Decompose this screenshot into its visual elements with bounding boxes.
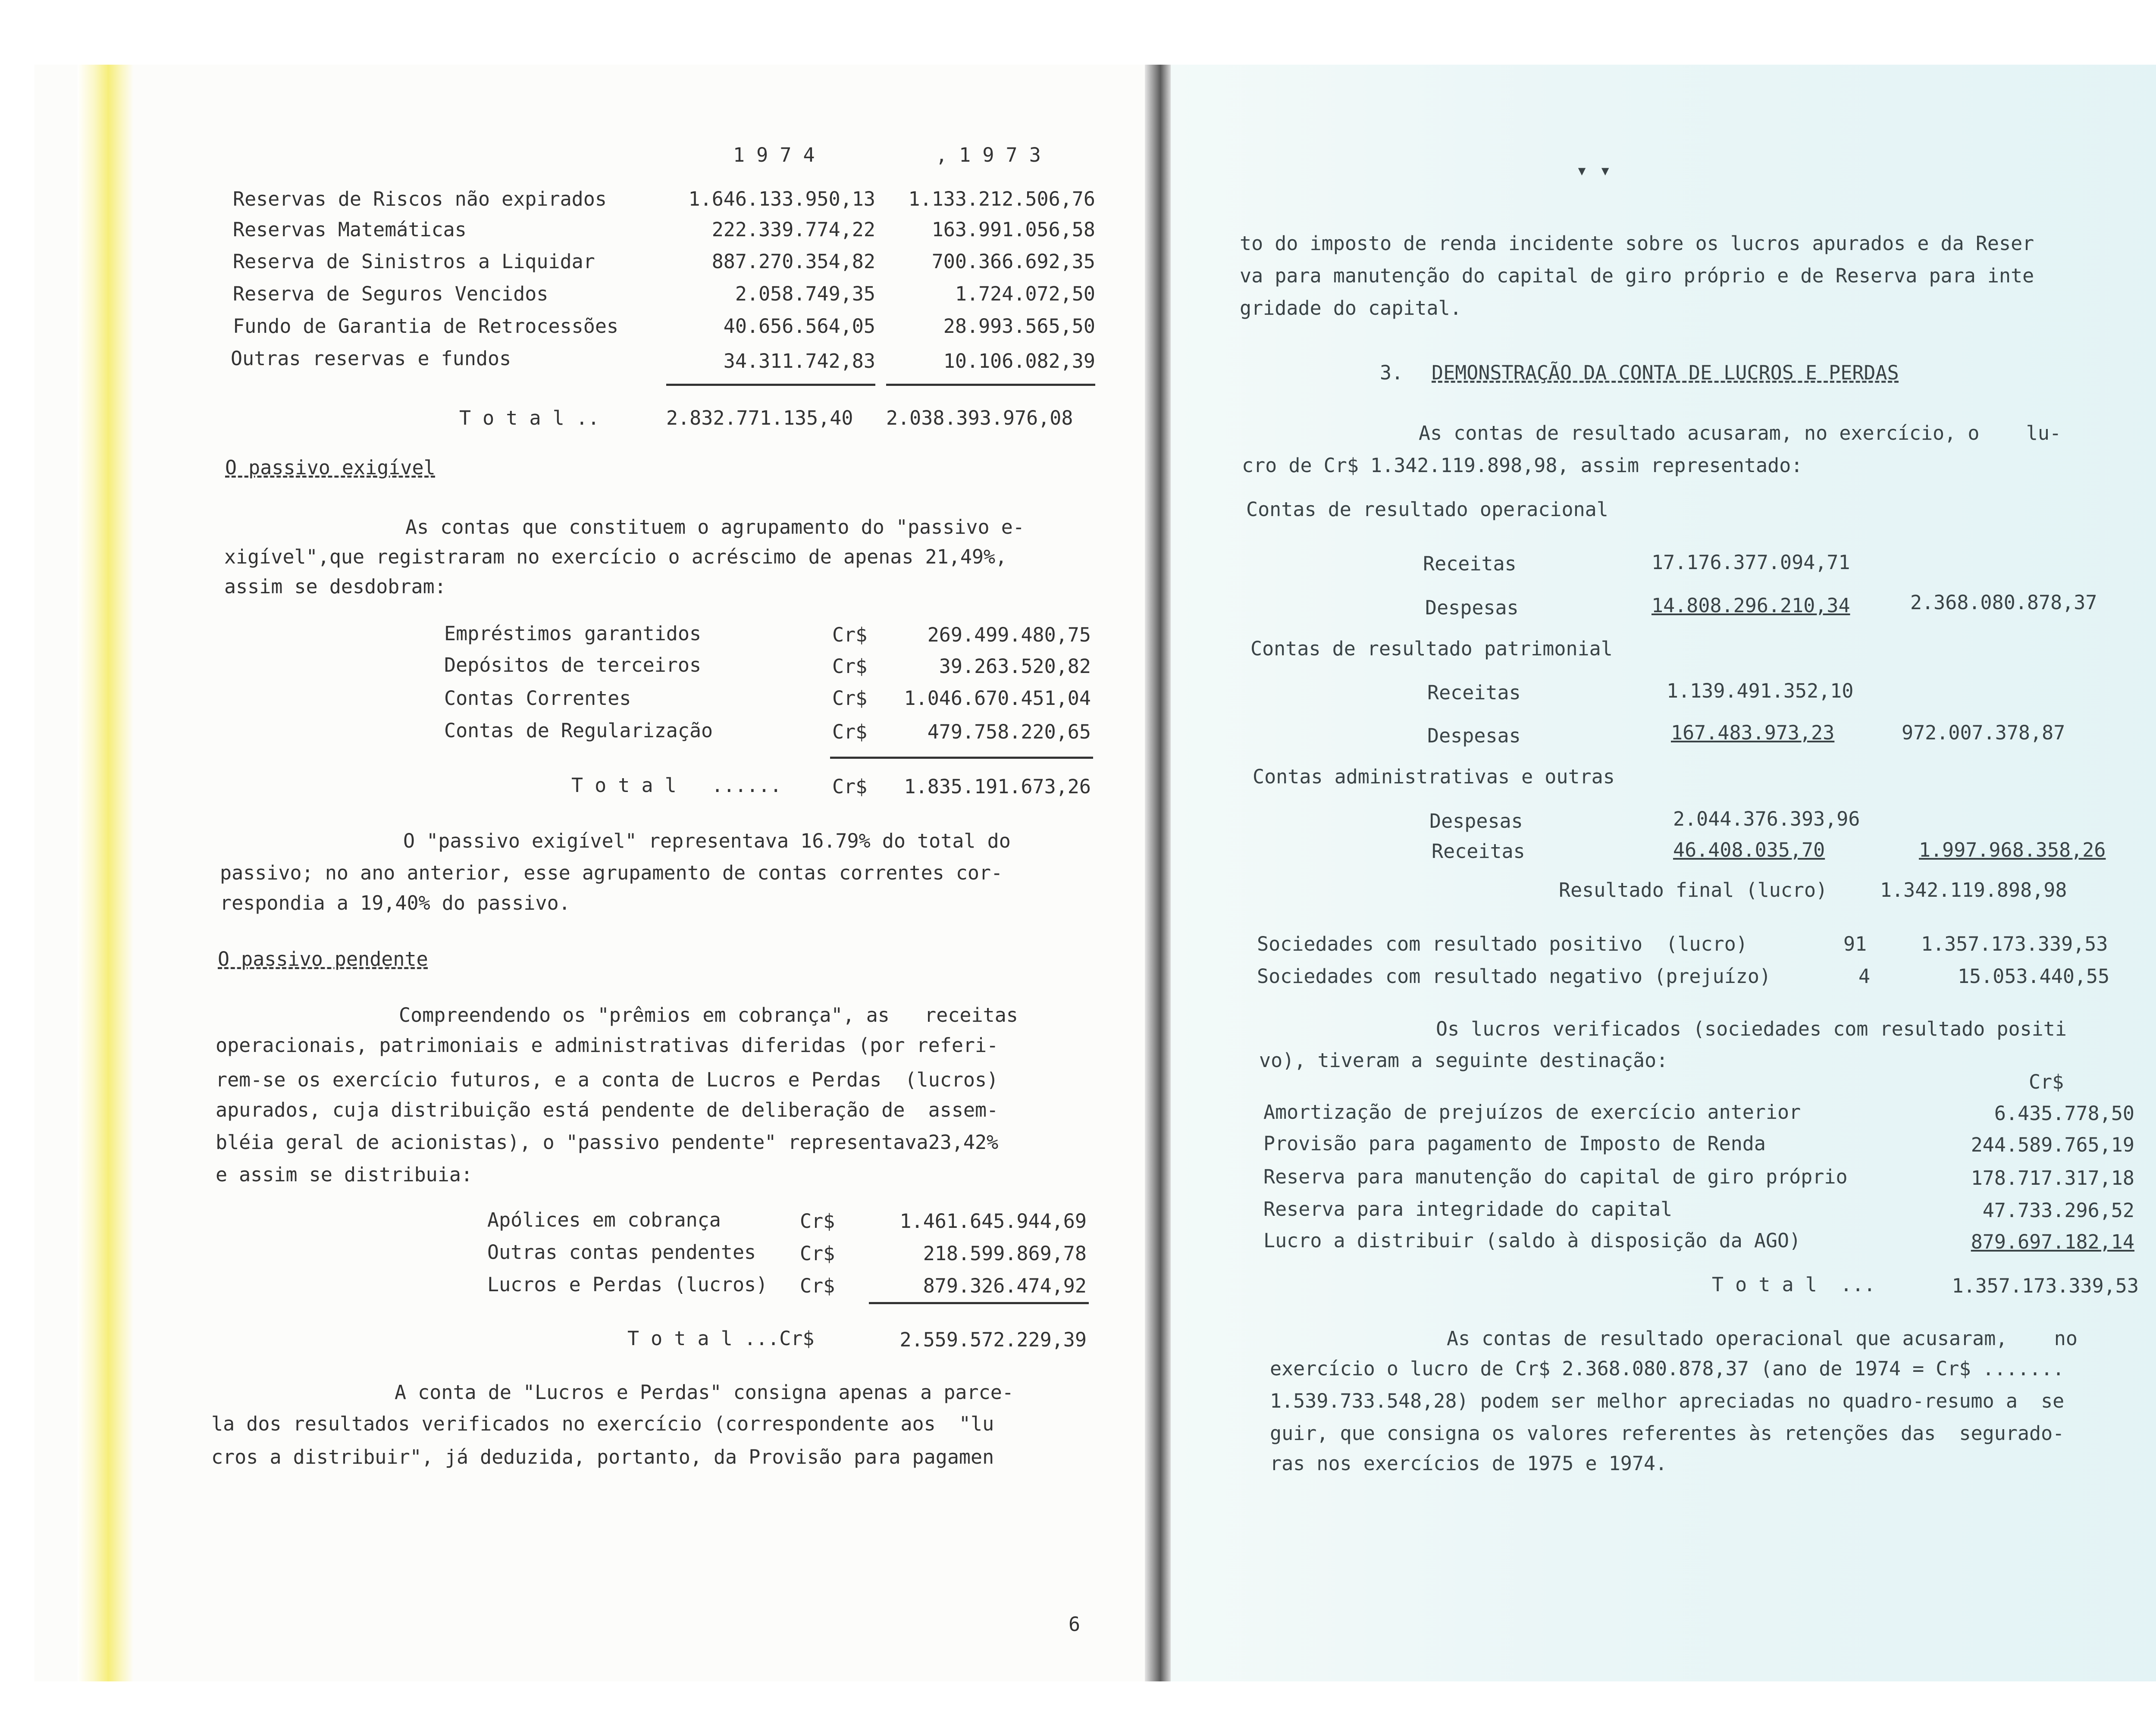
reserve-1974: 222.339.774,22 [711, 218, 875, 241]
group-row-label: Receitas [1432, 840, 1525, 863]
destination-label: Reserva para integridade do capital [1263, 1198, 1673, 1221]
exigivel-total-value: 1.835.191.673,26 [904, 775, 1091, 798]
destination-label: Lucro a distribuir (saldo à disposição da AGO) [1263, 1229, 1801, 1252]
exigivel-item-value: 1.046.670.451,04 [904, 687, 1091, 710]
group-row-value: 17.176.377.094,71 [1651, 551, 1850, 574]
paragraph-line: la dos resultados verificados no exercício (correspondente aos "lu [211, 1412, 994, 1435]
passivo-exigivel-heading: O passivo exigível [225, 456, 436, 479]
group-row-label: Despesas [1427, 724, 1521, 747]
company-label: Sociedades com resultado positivo (lucro) [1257, 933, 1748, 955]
pendente-item-label: Outras contas pendentes [487, 1241, 756, 1264]
group-row-label: Receitas [1423, 552, 1517, 575]
reserve-label: Reservas Matemáticas [233, 218, 467, 241]
reserve-1973: 1.133.212.506,76 [908, 188, 1095, 210]
paragraph-line: guir, que consigna os valores referentes às retenções das segurado- [1270, 1422, 2065, 1445]
pendente-item-value: 218.599.869,78 [923, 1242, 1087, 1265]
reserve-1973: 10.106.082,39 [943, 350, 1095, 372]
paragraph-line: A conta de "Lucros e Perdas" consigna apenas a parce- [395, 1381, 1014, 1404]
left-page-edge [78, 65, 134, 1681]
group-row-label: Despesas [1425, 596, 1519, 619]
reserves-total-1974: 2.832.771.135,40 [666, 407, 853, 429]
exigivel-total-currency: Cr$ [832, 775, 868, 798]
paragraph-line: As contas que constituem o agrupamento do "passivo e- [405, 516, 1025, 538]
group-result: 2.368.080.878,37 [1910, 591, 2097, 614]
exigivel-item-label: Contas de Regularização [444, 719, 713, 742]
total-rule [869, 1302, 1089, 1304]
exigivel-item-label: Contas Correntes [444, 687, 631, 710]
reserve-1974: 40.656.564,05 [723, 315, 875, 338]
company-value: 15.053.440,55 [1958, 965, 2110, 988]
company-count: 4 [1858, 965, 1871, 988]
exigivel-item-currency: Cr$ [832, 623, 868, 646]
company-count: 91 [1843, 933, 1867, 955]
total-rule [666, 384, 875, 386]
group-title: Contas de resultado operacional [1246, 498, 1608, 521]
reserve-label: Reservas de Riscos não expirados [233, 188, 607, 210]
pendente-item-label: Lucros e Perdas (lucros) [487, 1273, 768, 1296]
paragraph-line: As contas de resultado acusaram, no exercício, o lu- [1419, 422, 2062, 444]
exigivel-total-label: T o t a l ...... [571, 774, 782, 797]
reserve-label: Outras reservas e fundos [231, 347, 511, 370]
exigivel-item-value: 39.263.520,82 [939, 655, 1091, 678]
reserve-1973: 28.993.565,50 [943, 315, 1095, 338]
year-1974-header: 1 9 7 4 [733, 144, 815, 166]
destination-label: Reserva para manutenção do capital de giro próprio [1263, 1165, 1848, 1188]
reserve-label: Reserva de Seguros Vencidos [233, 282, 548, 305]
paragraph-line: gridade do capital. [1240, 297, 1462, 319]
reserve-1974: 1.646.133.950,13 [688, 188, 875, 210]
reserves-total-label: T o t a l .. [459, 407, 600, 429]
paragraph-line: Compreendendo os "prêmios em cobrança", as receitas [399, 1004, 1018, 1027]
group-row-value: 167.483.973,23 [1671, 721, 1835, 744]
paragraph-line: vo), tiveram a seguinte destinação: [1259, 1049, 1668, 1072]
destination-label: Provisão para pagamento de Imposto de Renda [1263, 1132, 1766, 1155]
total-rule [830, 757, 1093, 759]
paragraph-line: 1.539.733.548,28) podem ser melhor apreciadas no quadro-resumo a se [1270, 1390, 2065, 1412]
paragraph-line: bléia geral de acionistas), o "passivo pendente" representava23,42% [216, 1131, 999, 1154]
exigivel-item-value: 479.758.220,65 [927, 720, 1091, 743]
paragraph-line: ras nos exercícios de 1975 e 1974. [1270, 1452, 1667, 1475]
exigivel-item-label: Depósitos de terceiros [444, 654, 702, 676]
paragraph-line: O "passivo exigível" representava 16.79% do total do [403, 829, 1011, 852]
passivo-pendente-heading: O passivo pendente [218, 948, 428, 970]
final-result-value: 1.342.119.898,98 [1880, 879, 2067, 901]
section-title: DEMONSTRAÇÃO DA CONTA DE LUCROS E PERDAS [1432, 361, 1899, 384]
paragraph-line: As contas de resultado operacional que acusaram, no [1447, 1327, 2078, 1350]
paragraph-line: exercício o lucro de Cr$ 2.368.080.878,37 (ano de 1974 = Cr$ ....... [1270, 1357, 2065, 1380]
pendente-item-label: Apólices em cobrança [487, 1208, 721, 1231]
exigivel-item-currency: Cr$ [832, 720, 868, 743]
destination-value: 244.589.765,19 [1971, 1133, 2134, 1156]
paragraph-line: respondia a 19,40% do passivo. [220, 892, 570, 914]
paragraph-line: apurados, cuja distribuição está pendente de deliberação de assem- [216, 1099, 999, 1121]
group-title: Contas de resultado patrimonial [1250, 637, 1613, 660]
pendente-item-currency: Cr$ [800, 1274, 835, 1297]
reserves-total-1973: 2.038.393.976,08 [886, 407, 1073, 429]
group-row-value: 2.044.376.393,96 [1673, 808, 1860, 830]
group-result: 972.007.378,87 [1902, 721, 2065, 744]
pendente-item-currency: Cr$ [800, 1210, 835, 1233]
reserve-1973: 700.366.692,35 [931, 250, 1095, 273]
page-number: 6 [1069, 1613, 1081, 1636]
group-title: Contas administrativas e outras [1253, 765, 1615, 788]
paragraph-line: passivo; no ano anterior, esse agrupamento de contas correntes cor- [220, 861, 1003, 884]
paragraph-line: assim se desdobram: [224, 575, 446, 598]
group-row-value: 46.408.035,70 [1673, 839, 1825, 861]
reserve-1974: 34.311.742,83 [723, 350, 875, 372]
reserve-1973: 1.724.072,50 [955, 282, 1095, 305]
pendente-item-currency: Cr$ [800, 1242, 835, 1265]
top-marks: ▾ ▾ [1576, 159, 1611, 182]
paragraph-line: Os lucros verificados (sociedades com resultado positi [1436, 1017, 2067, 1040]
paragraph-line: xigível",que registraram no exercício o acréscimo de apenas 21,49%, [224, 545, 1007, 568]
group-result: 1.997.968.358,26 [1919, 839, 2106, 861]
group-row-value: 14.808.296.210,34 [1651, 594, 1850, 617]
exigivel-item-value: 269.499.480,75 [927, 623, 1091, 646]
paragraph-line: cros a distribuir", já deduzida, portanto, da Provisão para pagamen [211, 1446, 994, 1468]
destination-value: 47.733.296,52 [1982, 1199, 2134, 1222]
section-number: 3. [1380, 361, 1404, 384]
exigivel-item-label: Empréstimos garantidos [444, 622, 702, 645]
pendente-total-value: 2.559.572.229,39 [899, 1328, 1087, 1351]
destination-total-value: 1.357.173.339,53 [1952, 1274, 2139, 1297]
exigivel-item-currency: Cr$ [832, 687, 868, 710]
destination-label: Amortização de prejuízos de exercício anterior [1263, 1101, 1801, 1124]
destination-value: 178.717.317,18 [1971, 1167, 2134, 1189]
reserve-label: Fundo de Garantia de Retrocessões [233, 315, 619, 338]
destination-total-label: T o t a l ... [1712, 1273, 1876, 1296]
company-value: 1.357.173.339,53 [1921, 933, 2108, 955]
destination-value: 879.697.182,14 [1971, 1230, 2134, 1253]
exigivel-item-currency: Cr$ [832, 655, 868, 678]
pendente-item-value: 879.326.474,92 [923, 1274, 1087, 1297]
final-result-label: Resultado final (lucro) [1559, 879, 1828, 901]
group-row-value: 1.139.491.352,10 [1667, 679, 1854, 702]
book-gutter [1145, 65, 1171, 1681]
reserve-1974: 887.270.354,82 [711, 250, 875, 273]
reserve-label: Reserva de Sinistros a Liquidar [233, 250, 595, 273]
destination-currency: Cr$ [2029, 1070, 2064, 1093]
year-1973-header: , 1 9 7 3 [936, 144, 1041, 166]
pendente-total-label: T o t a l ...Cr$ [627, 1327, 815, 1350]
reserve-1974: 2.058.749,35 [735, 282, 875, 305]
destination-value: 6.435.778,50 [1994, 1102, 2134, 1125]
paragraph-line: va para manutenção do capital de giro próprio e de Reserva para inte [1240, 264, 2034, 287]
pendente-item-value: 1.461.645.944,69 [899, 1210, 1087, 1233]
paragraph-line: e assim se distribuia: [216, 1163, 473, 1186]
total-rule [886, 384, 1095, 386]
paragraph-line: rem-se os exercício futuros, e a conta de Lucros e Perdas (lucros) [216, 1068, 999, 1091]
paragraph-line: cro de Cr$ 1.342.119.898,98, assim representado: [1242, 454, 1803, 477]
reserve-1973: 163.991.056,58 [931, 218, 1095, 241]
company-label: Sociedades com resultado negativo (prejuízo) [1257, 965, 1771, 988]
group-row-label: Receitas [1427, 681, 1521, 704]
paragraph-line: to do imposto de renda incidente sobre os lucros apurados e da Reser [1240, 232, 2034, 255]
paragraph-line: operacionais, patrimoniais e administrativas diferidas (por referi- [216, 1034, 999, 1057]
group-row-label: Despesas [1429, 810, 1523, 833]
